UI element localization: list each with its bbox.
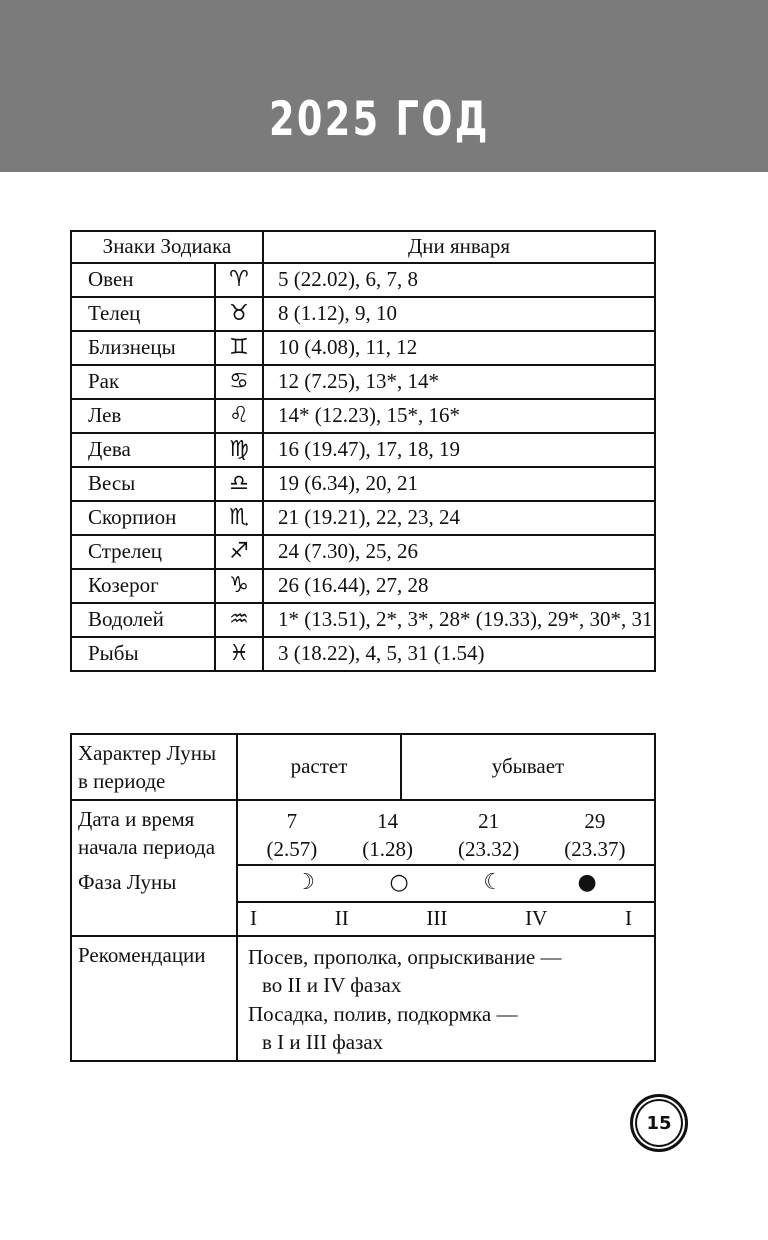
moon-date-item bbox=[458, 807, 519, 864]
table-row bbox=[71, 365, 655, 399]
moon-character-label-line: Характер Луны bbox=[78, 741, 217, 765]
moon-character-label-line: в периоде bbox=[78, 769, 166, 794]
zodiac-days: 21 (19.21), 22, 23, 24 bbox=[263, 501, 655, 535]
col-signs-header: Знаки Зодиака bbox=[71, 231, 263, 263]
zodiac-days: 3 (18.22), 4, 5, 31 (1.54) bbox=[263, 637, 655, 671]
aries-icon: ♈︎ bbox=[215, 263, 263, 297]
waxing-crescent-icon: ☽ bbox=[295, 870, 315, 896]
moon-waning: убывает bbox=[401, 734, 655, 800]
cancer-icon: ♋︎ bbox=[215, 365, 263, 399]
table-row bbox=[71, 535, 655, 569]
moon-dates-cell bbox=[237, 800, 655, 865]
phase-numeral: I bbox=[624, 906, 632, 931]
table-row bbox=[71, 603, 655, 637]
table-row bbox=[71, 433, 655, 467]
moon-date-day: 7 bbox=[286, 809, 298, 833]
moon-phase-label: Фаза Луны bbox=[78, 869, 177, 894]
moon-date-item bbox=[362, 807, 413, 864]
zodiac-name: Козерог bbox=[71, 569, 215, 603]
aquarius-icon: ♒︎ bbox=[215, 603, 263, 637]
table-row bbox=[71, 297, 655, 331]
moon-date-time: (23.37) bbox=[564, 837, 626, 862]
table-row bbox=[71, 637, 655, 671]
zodiac-days: 16 (19.47), 17, 18, 19 bbox=[263, 433, 655, 467]
moon-date-label-line: Дата и время bbox=[78, 807, 195, 831]
zodiac-name: Стрелец bbox=[71, 535, 215, 569]
table-row bbox=[71, 331, 655, 365]
zodiac-days: 10 (4.08), 11, 12 bbox=[263, 331, 655, 365]
recommendation-line: во II и IV фазах bbox=[262, 973, 402, 998]
moon-phase-icons-cell bbox=[237, 865, 655, 902]
capricorn-icon: ♑︎ bbox=[215, 569, 263, 603]
zodiac-days: 8 (1.12), 9, 10 bbox=[263, 297, 655, 331]
moon-date-time: (23.32) bbox=[458, 837, 520, 862]
phase-numeral: I bbox=[250, 906, 257, 931]
gemini-icon: ♊︎ bbox=[215, 331, 263, 365]
sagittarius-icon: ♐︎ bbox=[215, 535, 263, 569]
libra-icon: ♎︎ bbox=[215, 467, 263, 501]
moon-date-label-line: начала периода bbox=[78, 835, 216, 860]
moon-date-day: 14 bbox=[377, 809, 399, 833]
moon-phase-numerals-cell bbox=[237, 902, 655, 936]
col-days-header: Дни января bbox=[263, 231, 655, 263]
zodiac-days: 5 (22.02), 6, 7, 8 bbox=[263, 263, 655, 297]
zodiac-days: 1* (13.51), 2*, 3*, 28* (19.33), 29*, 30*, 31 bbox=[263, 603, 655, 637]
table-row bbox=[71, 263, 655, 297]
zodiac-days: 19 (6.34), 20, 21 bbox=[263, 467, 655, 501]
table-row bbox=[71, 501, 655, 535]
moon-character-row bbox=[71, 734, 655, 800]
taurus-icon: ♉︎ bbox=[215, 297, 263, 331]
moon-character-label bbox=[71, 734, 237, 800]
moon-recommendations-text bbox=[238, 937, 654, 1060]
full-moon-icon: ○ bbox=[389, 870, 409, 896]
moon-date-time: (2.57) bbox=[266, 837, 318, 862]
virgo-icon: ♍︎ bbox=[215, 433, 263, 467]
page-number: 15 bbox=[630, 1094, 688, 1152]
zodiac-days: 14* (12.23), 15*, 16* bbox=[263, 399, 655, 433]
moon-recommendations-cell bbox=[237, 936, 655, 1061]
zodiac-name: Скорпион bbox=[71, 501, 215, 535]
zodiac-name: Водолей bbox=[71, 603, 215, 637]
zodiac-days: 12 (7.25), 13*, 14* bbox=[263, 365, 655, 399]
zodiac-days: 26 (16.44), 27, 28 bbox=[263, 569, 655, 603]
zodiac-name: Телец bbox=[71, 297, 215, 331]
zodiac-name: Рак bbox=[71, 365, 215, 399]
moon-date-time: (1.28) bbox=[362, 837, 413, 862]
zodiac-name: Дева bbox=[71, 433, 215, 467]
moon-date-day: 21 bbox=[478, 809, 500, 833]
phase-numeral: IV bbox=[525, 906, 548, 931]
moon-recommendations-label: Рекомендации bbox=[71, 936, 237, 1061]
moon-table bbox=[70, 733, 656, 1062]
pisces-icon: ♓︎ bbox=[215, 637, 263, 671]
zodiac-days: 24 (7.30), 25, 26 bbox=[263, 535, 655, 569]
moon-recommendations-row bbox=[71, 936, 655, 1061]
moon-date-phase-label bbox=[71, 800, 237, 936]
waning-crescent-icon: ☾ bbox=[483, 870, 503, 896]
table-row bbox=[71, 467, 655, 501]
zodiac-name: Близнецы bbox=[71, 331, 215, 365]
zodiac-name: Рыбы bbox=[71, 637, 215, 671]
moon-dates-row bbox=[71, 800, 655, 865]
zodiac-table bbox=[70, 230, 656, 672]
table-row bbox=[71, 399, 655, 433]
page-title: 2025 ГОД bbox=[269, 92, 490, 147]
recommendation-line: Посев, прополка, опрыскивание — bbox=[248, 945, 562, 969]
zodiac-table-header bbox=[71, 231, 655, 263]
new-moon-icon: ● bbox=[577, 870, 597, 896]
recommendation-line: в I и III фазах bbox=[262, 1030, 384, 1055]
moon-growing: растет bbox=[237, 734, 401, 800]
table-row bbox=[71, 569, 655, 603]
moon-phase-numerals bbox=[238, 903, 654, 934]
phase-numeral: II bbox=[334, 906, 349, 931]
leo-icon: ♌︎ bbox=[215, 399, 263, 433]
moon-dates-grid bbox=[238, 801, 654, 864]
scorpio-icon: ♏︎ bbox=[215, 501, 263, 535]
moon-date-item bbox=[267, 807, 318, 864]
zodiac-name: Лев bbox=[71, 399, 215, 433]
phase-numeral: III bbox=[426, 906, 448, 931]
recommendation-line: Посадка, полив, подкормка — bbox=[248, 1001, 518, 1026]
moon-date-day: 29 bbox=[584, 809, 606, 833]
zodiac-name: Овен bbox=[71, 263, 215, 297]
moon-date-item bbox=[564, 807, 625, 864]
moon-phase-icons bbox=[238, 866, 654, 900]
zodiac-name: Весы bbox=[71, 467, 215, 501]
